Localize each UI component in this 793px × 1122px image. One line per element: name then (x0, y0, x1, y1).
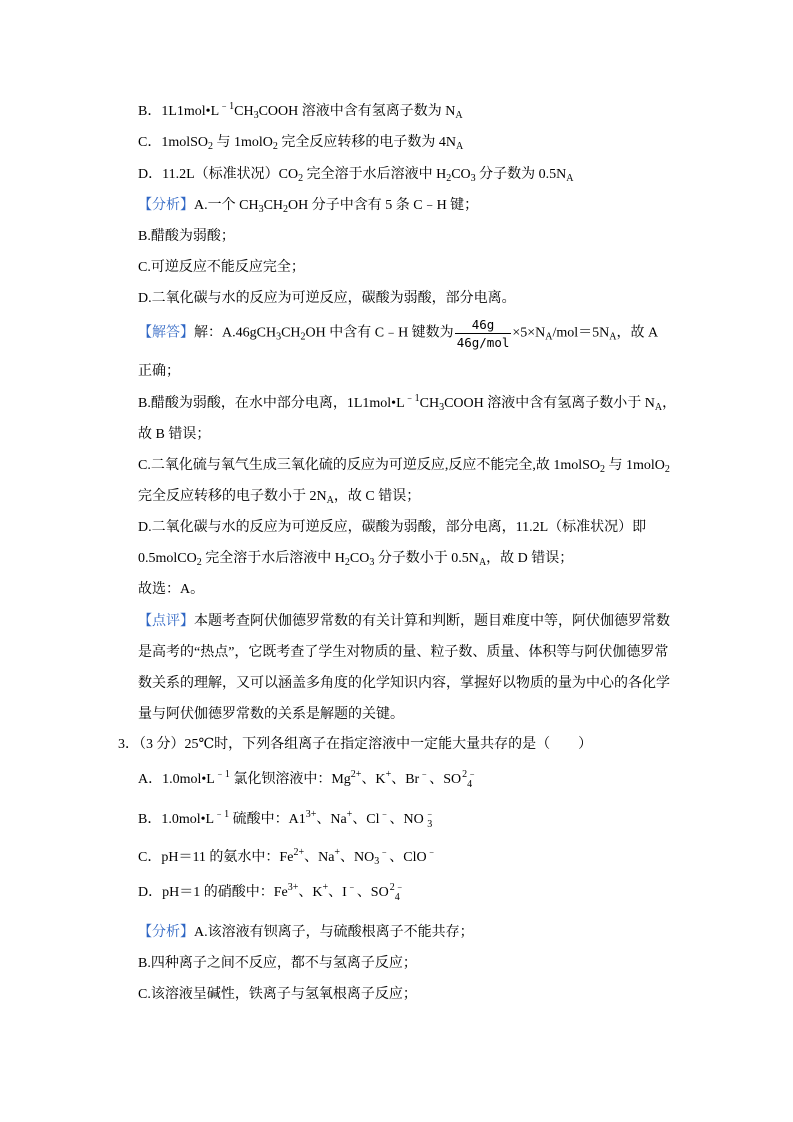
text-run: 氯化钡溶液中：Mg (229, 772, 351, 788)
text-run: COOH 溶液中含有氢离子数为 N (258, 104, 456, 119)
superscript: ﹣ (379, 847, 390, 858)
text-run: D.二氧化碳与水的反应为可逆反应，碳酸为弱酸，部分电离，11.2L（标准状况）即 (138, 520, 647, 535)
superscript: ﹣1 (214, 769, 230, 781)
subscript: A (545, 331, 553, 343)
fraction-denominator: 46g/mol (456, 335, 510, 350)
section-label: 【解答】 (138, 325, 194, 341)
q2-solution-line (138, 549, 573, 569)
text-run: 硫酸中：A1 (229, 812, 306, 828)
subscript: A (478, 557, 487, 568)
text-run: 、Cl (352, 812, 380, 828)
text-run: B.四种离子之间不反应，都不与氢离子反应； (138, 956, 417, 971)
q2-comment-line (138, 643, 668, 663)
superscript: 2+ (293, 847, 305, 858)
text-run: ，故 A (616, 325, 659, 341)
superscript: ﹣ (346, 882, 357, 894)
q3-analysis-line (138, 954, 417, 974)
text-run: C.可逆反应不能反应完全； (138, 260, 305, 275)
subscript: 2 (446, 173, 452, 184)
section-label: 【点评】 (138, 614, 194, 629)
text-run: D．11.2L（标准状况）CO (138, 167, 299, 182)
superscript: ﹣ (426, 847, 437, 858)
ion-charge-stack (462, 770, 477, 790)
subscript: 2 (283, 204, 289, 215)
q3-question-stem (118, 735, 592, 755)
q2-solution-line (138, 518, 646, 538)
ion-subscript: 4 (394, 892, 400, 903)
q2-solution-line (138, 317, 659, 350)
subscript: 2 (272, 141, 278, 152)
subscript: A (654, 402, 663, 413)
subscript: 3 (374, 856, 380, 867)
text-run: 正确； (138, 364, 180, 379)
text-run: ×5×N (512, 325, 546, 341)
text-run: 与 1molO (605, 458, 665, 473)
text-run: 0.5molCO (138, 551, 197, 566)
text-run: 、Na (316, 812, 347, 828)
ion-charge-stack (425, 810, 435, 830)
text-run: 故选：A。 (138, 582, 205, 597)
text-run: C．1molSO (138, 135, 209, 150)
q3-analysis-line (138, 985, 417, 1005)
q3-option-a (138, 770, 477, 790)
text-run: ，故 D 错误； (486, 551, 574, 566)
text-run: 与 1molO (213, 135, 273, 150)
text-run: OH 分子中含有 5 条 C﹣H 键； (288, 198, 479, 213)
superscript: 3+ (287, 882, 299, 894)
q3-option-d (138, 883, 405, 903)
subscript: 3 (470, 173, 476, 184)
ion-charge: 2﹣ (462, 769, 478, 780)
subscript: 2 (664, 464, 670, 475)
q2-option-c (138, 133, 463, 153)
subscript: 2 (300, 331, 306, 343)
text-run: 、K (298, 885, 323, 901)
q2-solution-line (138, 362, 180, 382)
subscript: A (455, 110, 463, 121)
text-run: 、K (361, 772, 386, 788)
superscript: + (346, 809, 353, 821)
text-run: 是高考的“热点”，它既考查了学生对物质的量、粒子数、质量、体积等与阿伏伽德罗常 (138, 645, 669, 660)
text-run: 、SO (429, 772, 462, 788)
text-run: D.二氧化碳与水的反应为可逆反应，碳酸为弱酸，部分电离。 (138, 291, 516, 306)
subscript: 3 (276, 331, 282, 343)
q3-analysis-line (138, 923, 474, 943)
text-run: COOH 溶液中含有氢离子数小于 N (444, 396, 655, 411)
text-run: 分子数为 0.5N (475, 167, 567, 182)
superscript: + (322, 882, 329, 894)
q2-analysis-line (138, 258, 305, 278)
ion-charge-stack (390, 883, 405, 903)
q2-solution-line (138, 394, 676, 414)
subscript: 3 (253, 110, 259, 121)
section-label: 【分析】 (138, 925, 194, 940)
q2-solution-line (138, 456, 670, 476)
subscript: 3 (439, 402, 445, 413)
text-run: 、NO (389, 812, 424, 828)
superscript: + (334, 847, 341, 858)
superscript: ﹣ (379, 809, 390, 821)
q2-solution-line (138, 487, 420, 507)
q2-comment-line (138, 612, 670, 632)
superscript: 2+ (350, 769, 362, 781)
text-run: C.二氧化硫与氧气生成三氧化硫的反应为可逆反应,反应不能完全,故 1molSO (138, 458, 601, 473)
subscript: 2 (600, 464, 606, 475)
text-run: 完全溶于水后溶液中 H (303, 167, 447, 182)
text-run: B．1.0mol•L (138, 812, 215, 828)
q2-comment-line (138, 674, 670, 694)
text-run: B．1L1mol•L (138, 104, 220, 119)
ion-subscript: 3 (427, 819, 433, 830)
subscript: A (326, 495, 334, 506)
subscript: 2 (298, 173, 304, 184)
ion-charge: ﹣ (424, 809, 435, 820)
text-run: D．pH＝1 的硝酸中：Fe (138, 885, 288, 901)
q3-option-b (138, 810, 435, 830)
ion-subscript: 4 (467, 779, 473, 790)
subscript: 2 (196, 557, 202, 568)
text-run: 数关系的理解，又可以涵盖多角度的化学知识内容，掌握好以物质的量为中心的各化学 (138, 676, 670, 691)
text-run: CH (281, 325, 301, 341)
q2-comment-line (138, 705, 404, 725)
superscript: ﹣1 (214, 809, 230, 821)
q2-answer-line (138, 580, 204, 600)
text-run: 分子数小于 0.5N (374, 551, 479, 566)
text-run: ，故 C 错误； (333, 489, 421, 504)
text-run: OH 中含有 C﹣H 键数为 (305, 325, 454, 341)
text-run: B.醋酸为弱酸； (138, 229, 235, 244)
text-run: CO (451, 167, 471, 182)
text-run: A.该溶液有钡离子，与硫酸根离子不能共存； (194, 925, 474, 940)
superscript: ﹣1 (219, 101, 235, 112)
text-run: /mol＝5N (552, 325, 610, 341)
text-run: 、SO (356, 885, 389, 901)
q2-solution-line (138, 425, 210, 445)
subscript: 2 (344, 557, 350, 568)
text-run: 本题考查阿伏伽德罗常数的有关计算和判断，题目难度中等，阿伏伽德罗常数 (194, 614, 670, 629)
q2-analysis-line (138, 289, 516, 309)
text-run: B.醋酸为弱酸，在水中部分电离，1L1mol•L (138, 396, 405, 411)
text-run: 完全溶于水后溶液中 H (201, 551, 345, 566)
text-run: CH (419, 396, 440, 411)
ion-charge: 2﹣ (389, 882, 405, 893)
text-run: A．1.0mol•L (138, 772, 215, 788)
subscript: A (566, 173, 574, 184)
text-run: 、Na (304, 850, 335, 865)
superscript: + (385, 769, 392, 781)
subscript: 2 (208, 141, 214, 152)
q2-option-b (138, 102, 463, 122)
text-run: A.一个 CH (194, 198, 259, 213)
q2-analysis-line (138, 196, 478, 216)
text-run: 、ClO (389, 850, 427, 865)
text-run: CH (234, 104, 254, 119)
q2-analysis-line (138, 227, 235, 247)
text-run: 3．（3 分）25℃时，下列各组离子在指定溶液中一定能大量共存的是（ ） (118, 737, 593, 752)
text-run: 量与阿伏伽德罗常数的关系是解题的关键。 (138, 707, 404, 722)
text-run: 完全反应转移的电子数为 4N (277, 135, 457, 150)
subscript: A (456, 141, 464, 152)
text-run: 解：A.46gCH (194, 325, 277, 341)
text-run: CH (263, 198, 284, 213)
text-run: 、Br (391, 772, 420, 788)
text-run: C．pH＝11 的氨水中：Fe (138, 850, 294, 865)
text-run: 、NO (340, 850, 375, 865)
q3-option-c (138, 848, 437, 868)
subscript: 3 (369, 557, 375, 568)
text-run: CO (349, 551, 370, 566)
q2-option-d (138, 165, 574, 185)
superscript: 3+ (305, 809, 317, 821)
text-run: 、I (328, 885, 347, 901)
subscript: 3 (258, 204, 264, 215)
text-run: C.该溶液呈碱性，铁离子与氢氧根离子反应； (138, 987, 417, 1002)
superscript: ﹣1 (404, 393, 420, 404)
subscript: A (609, 331, 617, 343)
text-run: 故 B 错误； (138, 427, 211, 442)
fraction-numerator: 46g (471, 317, 495, 332)
text-run: 完全反应转移的电子数小于 2N (138, 489, 327, 504)
section-label: 【分析】 (138, 198, 194, 213)
superscript: ﹣ (419, 769, 430, 781)
text-run: ， (662, 396, 677, 411)
fraction (455, 317, 512, 350)
